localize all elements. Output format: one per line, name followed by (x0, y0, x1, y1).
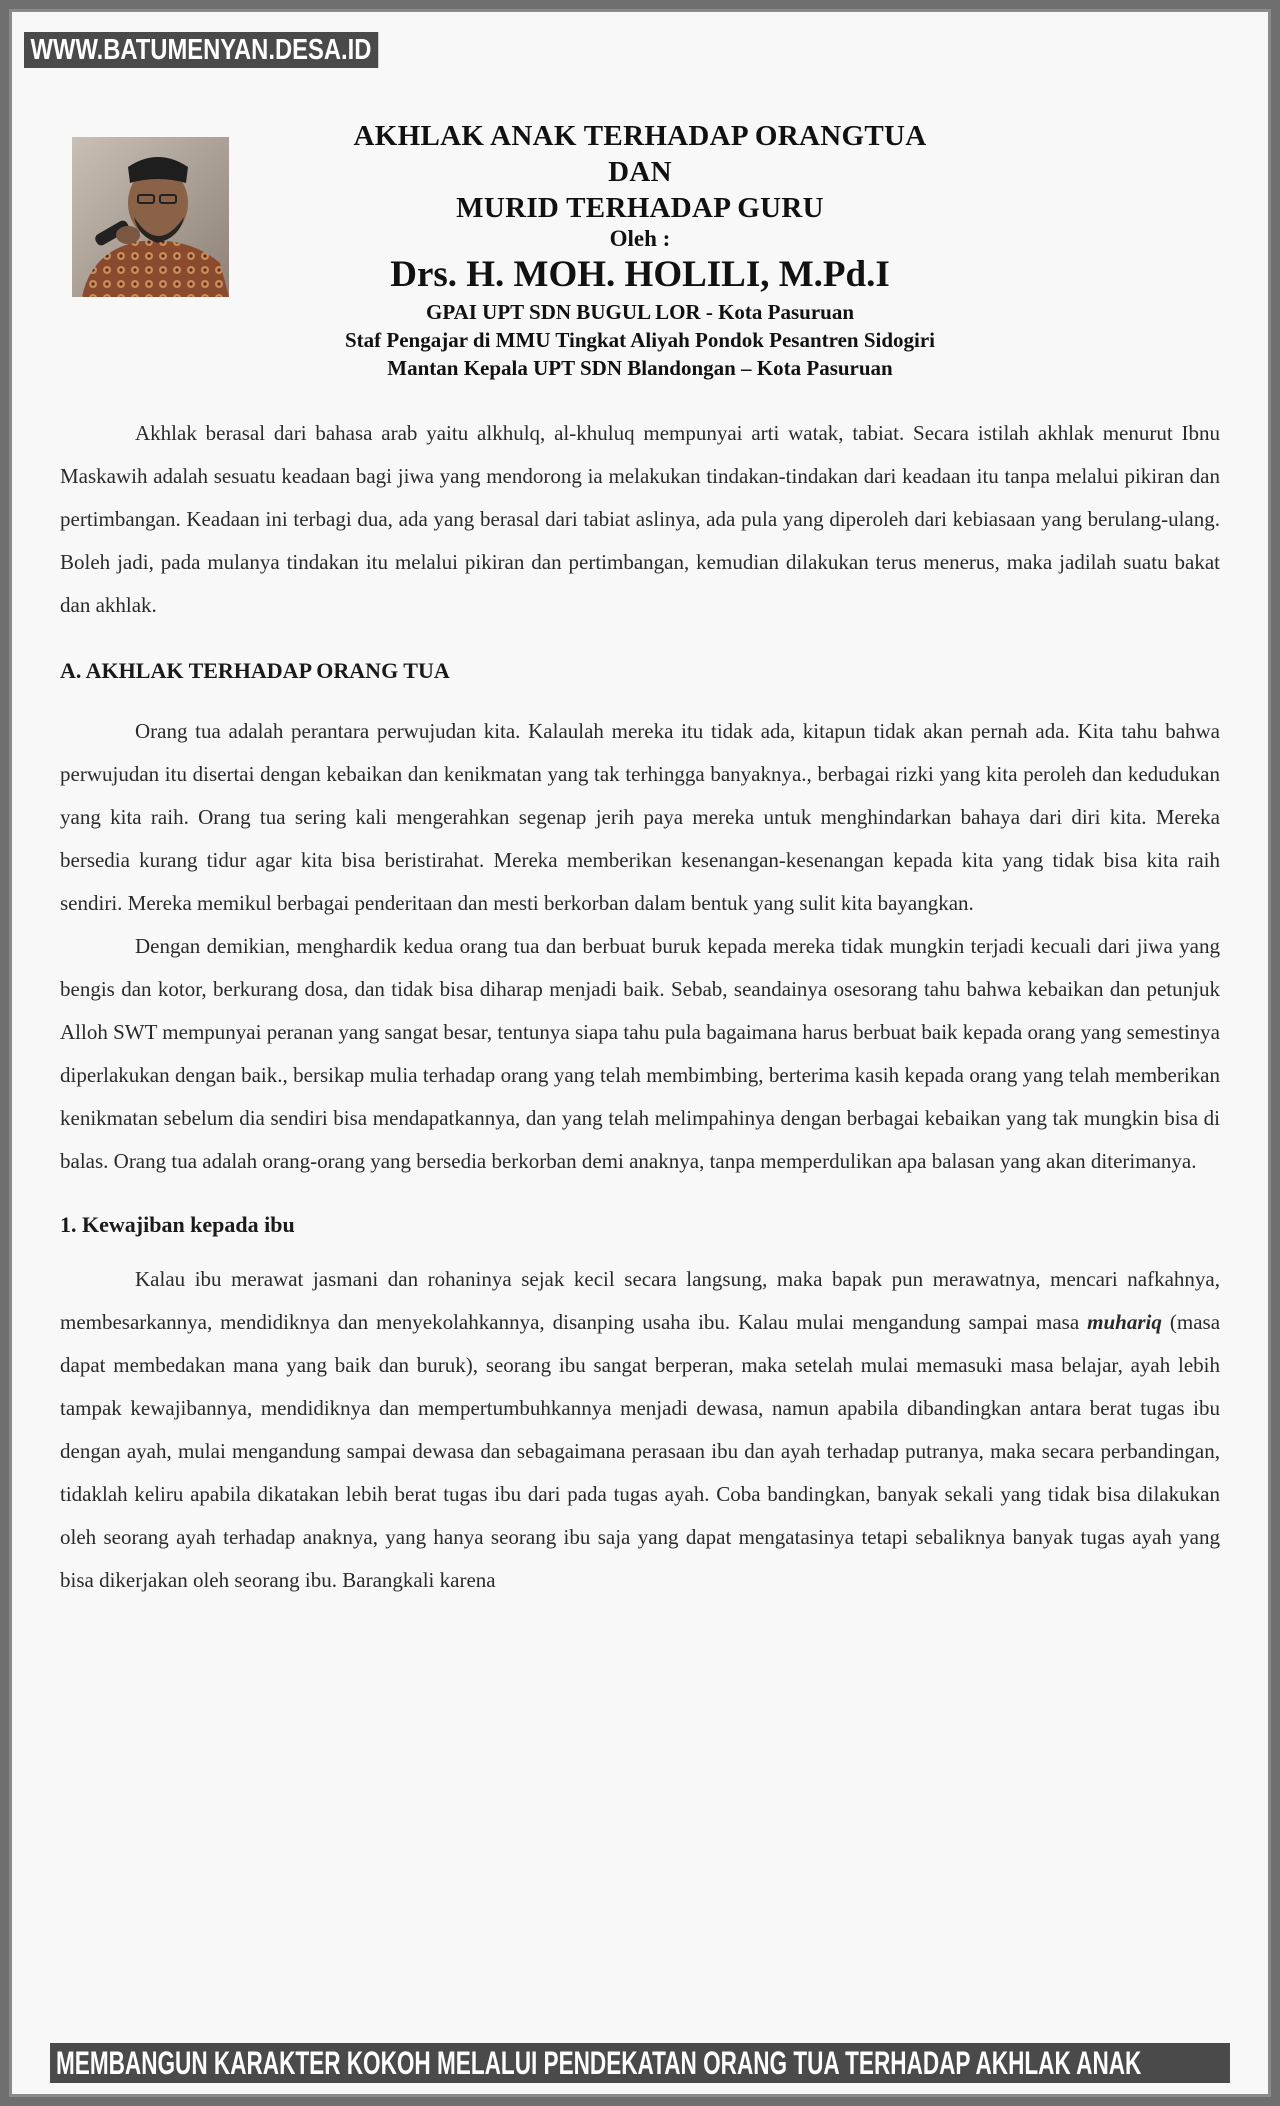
section-a-heading: A. AKHLAK TERHADAP ORANG TUA (60, 658, 450, 683)
author-name: Drs. H. MOH. HOLILI, M.Pd.I (390, 254, 890, 295)
subsection-1-heading: 1. Kewajiban kepada ibu (60, 1212, 295, 1237)
title-line: MURID TERHADAP GURU (456, 192, 824, 224)
affiliation-line: Staf Pengajar di MMU Tingkat Aliyah Pondok Pesantren Sidogiri (344, 328, 936, 352)
document-header (250, 118, 1030, 382)
term-muhariq: muhariq (1087, 1310, 1162, 1334)
paragraph-text: (masa dapat membedakan mana yang baik dan buruk), seorang ibu sangat berperan, maka setelah mulai memasuki masa belajar, ayah lebih tampak kewajibannya, mendidiknya dan mempertumbuhkannya menjadi dewasa, namun apabila dibandingkan antara berat tugas ibu dengan ayah, mulai mengandung sampai dewasa dan sebagaimana perasaan ibu dan ayah terhadap putranya, maka secara perbandingan, tidaklah keliru apabila dikatakan lebih berat tugas ibu dari pada tugas ayah. Coba bandingkan, banyak sekali yang tidak bisa dilakukan oleh seorang ayah terhadap anaknya, yang hanya seorang ibu saja yang dapat mengatasinya tetapi sebaliknya banyak tugas ayah yang bisa dikerjakan oleh seorang ibu. Barangkali karena (60, 1310, 1221, 1592)
paragraph-text: Kalau ibu merawat jasmani dan rohaninya sejak kecil secara langsung, maka bapak pun merawatnya, mencari nafkahnya, membesarkannya, mendidiknya dan menyekolahkannya, disanping usaha ibu. Kalau mulai mengandung sampai masa (60, 1267, 1220, 1334)
document-body (60, 412, 1220, 1602)
section-a-paragraph-2: Dengan demikian, menghardik kedua orang tua dan berbuat buruk kepada mereka tidak mungkin terjadi kecuali dari jiwa yang bengis dan kotor, berkurang dosa, dan tidak bisa diharap menjadi baik. Sebab, seandainya osesorang tahu bahwa kebaikan dan petunjuk Alloh SWT mempunyai peranan yang sangat besar, tentunya siapa tahu pula bagaimana harus berbuat baik kepada orang yang semestinya diperlakukan dengan baik., bersikap mulia terhadap orang yang telah membimbing, berterima kasih kepada orang yang telah memberikan kenikmatan sebelum dia sendiri bisa mendapatkannya, dan yang telah melimpahinya dengan berbagai kebaikan yang tak mungkin bisa di balas. Orang tua adalah orang-orang yang bersedia berkorban demi anaknya, tanpa memperdulikan apa balasan yang akan diterimanya. (60, 934, 1220, 1173)
section-a-paragraph-1: Orang tua adalah perantara perwujudan kita. Kalaulah mereka itu tidak ada, kitapun tidak akan pernah ada. Kita tahu bahwa perwujudan itu disertai dengan kebaikan dan kenikmatan yang tak terhingga banyaknya., berbagai rizki yang kita peroleh dan kedudukan yang kita raih. Orang tua sering kali mengerahkan segenap jerih paya mereka untuk menghindarkan bahaya dari diri kita. Mereka bersedia kurang tidur agar kita bisa beristirahat. Mereka memberikan kesenangan-kesenangan kepada kita yang tidak bisa kita raih sendiri. Mereka memikul berbagai penderitaan dan mesti berkorban dalam bentuk yang sulit kita bayangkan. (60, 719, 1220, 915)
intro-paragraph: Akhlak berasal dari bahasa arab yaitu alkhulq, al-khuluq mempunyai arti watak, tabiat. Secara istilah akhlak menurut Ibnu Maskawih adalah sesuatu keadaan bagi jiwa yang mendorong ia melakukan tindakan-tindakan dari keadaan itu tanpa melalui pikiran dan pertimbangan. Keadaan ini terbagi dua, ada yang berasal dari tabiat aslinya, ada pula yang diperoleh dari kebiasaan yang berulang-ulang. Boleh jadi, pada mulanya tindakan itu melalui pikiran dan pertimbangan, kemudian dilakukan terus menerus, maka jadilah suatu bakat dan akhlak. (60, 421, 1220, 617)
by-label: Oleh : (609, 226, 671, 251)
author-photo (72, 137, 229, 297)
affiliation-line: Mantan Kepala UPT SDN Blandongan – Kota Pasuruan (387, 356, 893, 380)
caption-text: MEMBANGUN KARAKTER KOKOH MELALUI PENDEKATAN ORANG TUA TERHADAP AKHLAK ANAK (56, 2045, 1142, 2081)
site-watermark: WWW.BATUMENYAN.DESA.ID (24, 32, 378, 68)
subsection-1-paragraph (60, 1258, 1220, 1602)
caption-banner (50, 2043, 1230, 2083)
affiliation-line: GPAI UPT SDN BUGUL LOR - Kota Pasuruan (425, 300, 855, 324)
title-line: DAN (608, 156, 672, 188)
title-line: AKHLAK ANAK TERHADAP ORANGTUA (353, 120, 927, 152)
